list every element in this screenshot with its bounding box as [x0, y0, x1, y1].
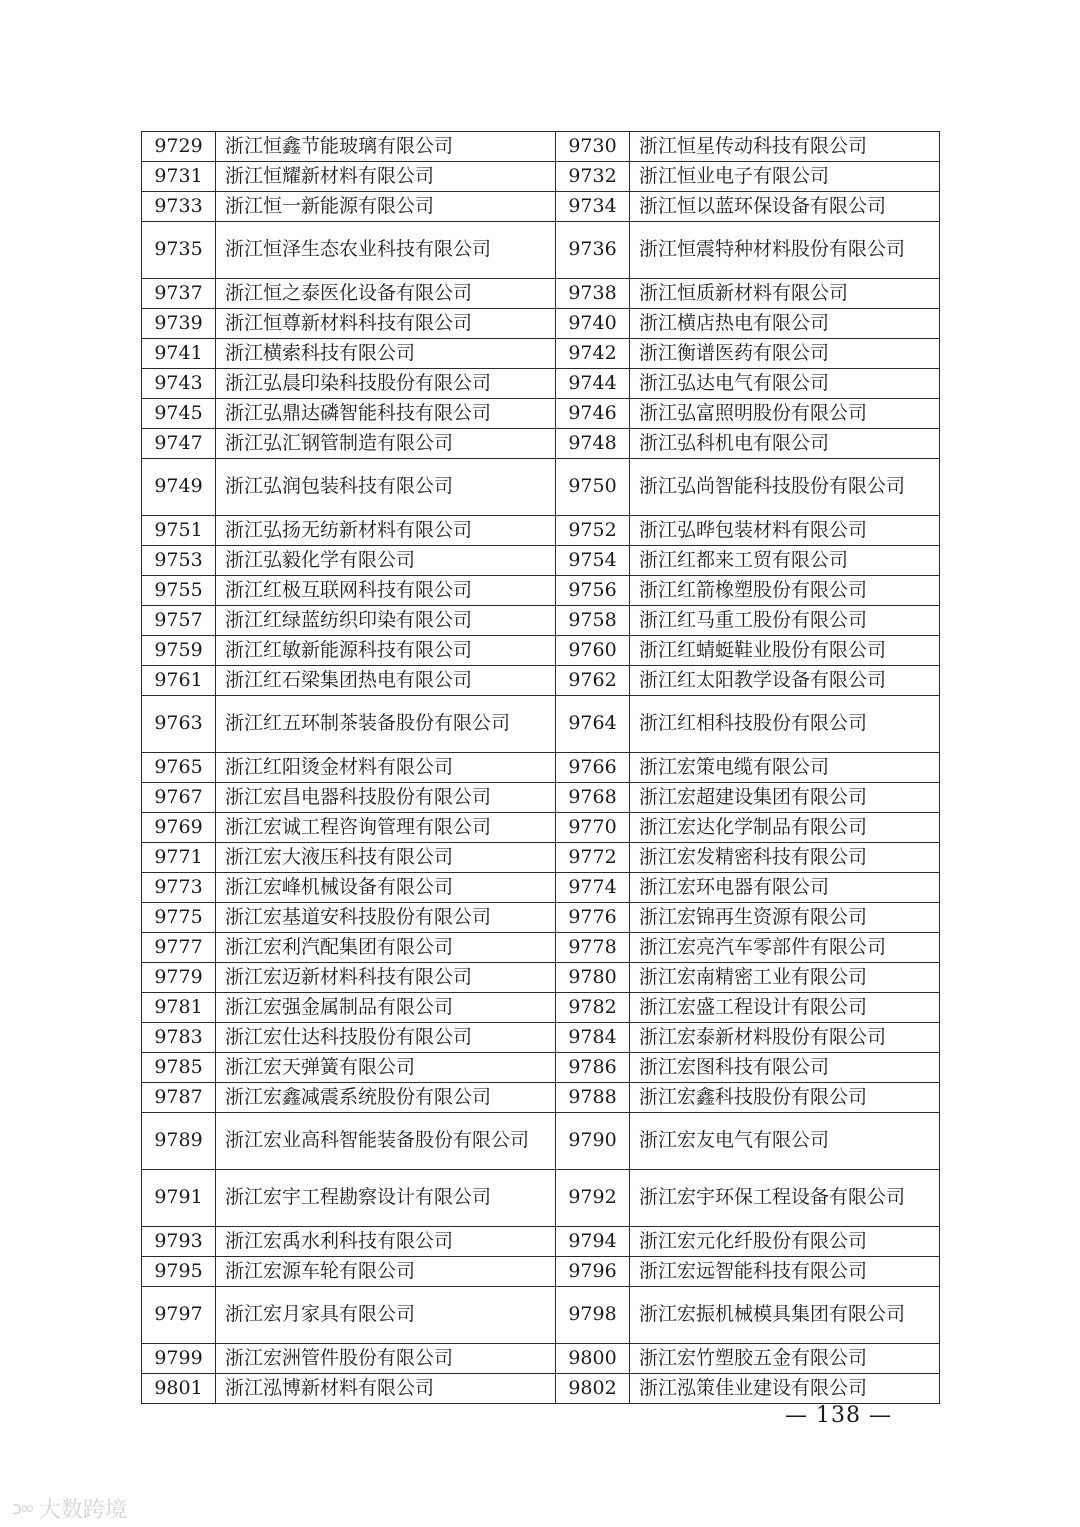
company-name: 浙江红都来工贸有限公司: [630, 546, 940, 576]
company-name: 浙江宏月家具有限公司: [216, 1287, 556, 1344]
table-row: [142, 429, 940, 459]
entry-number: 9732: [556, 162, 630, 192]
company-name: 浙江恒一新能源有限公司: [216, 192, 556, 222]
entry-number: 9797: [142, 1287, 216, 1344]
entry-number: 9746: [556, 399, 630, 429]
company-name: 浙江弘达电气有限公司: [630, 369, 940, 399]
entry-number: 9756: [556, 576, 630, 606]
entry-number: 9787: [142, 1083, 216, 1113]
company-name: 浙江宏泰新材料股份有限公司: [630, 1023, 940, 1053]
company-name: 浙江宏振机械模具集团有限公司: [630, 1287, 940, 1344]
table-row: [142, 1227, 940, 1257]
company-name: 浙江宏洲管件股份有限公司: [216, 1344, 556, 1374]
entry-number: 9733: [142, 192, 216, 222]
company-name: 浙江宏竹塑胶五金有限公司: [630, 1344, 940, 1374]
company-name: 浙江宏天弹簧有限公司: [216, 1053, 556, 1083]
entry-number: 9788: [556, 1083, 630, 1113]
entry-number: 9729: [142, 132, 216, 162]
entry-number: 9741: [142, 339, 216, 369]
company-name: 浙江宏亮汽车零部件有限公司: [630, 933, 940, 963]
entry-number: 9791: [142, 1170, 216, 1227]
company-name: 浙江泓博新材料有限公司: [216, 1374, 556, 1404]
table-row: [142, 753, 940, 783]
company-name: 浙江红石梁集团热电有限公司: [216, 666, 556, 696]
company-name: 浙江宏强金属制品有限公司: [216, 993, 556, 1023]
table-row: [142, 993, 940, 1023]
entry-number: 9752: [556, 516, 630, 546]
table-row: [142, 279, 940, 309]
company-list-table: [141, 131, 940, 1404]
company-name: 浙江弘晨印染科技股份有限公司: [216, 369, 556, 399]
entry-number: 9761: [142, 666, 216, 696]
table-row: [142, 1083, 940, 1113]
page-number: — 138 —: [785, 1403, 892, 1428]
entry-number: 9779: [142, 963, 216, 993]
company-name: 浙江恒尊新材料科技有限公司: [216, 309, 556, 339]
company-name: 浙江弘润包装科技有限公司: [216, 459, 556, 516]
entry-number: 9739: [142, 309, 216, 339]
company-name: 浙江恒以蓝环保设备有限公司: [630, 192, 940, 222]
entry-number: 9782: [556, 993, 630, 1023]
company-name: 浙江宏南精密工业有限公司: [630, 963, 940, 993]
company-name: 浙江宏峰机械设备有限公司: [216, 873, 556, 903]
entry-number: 9771: [142, 843, 216, 873]
table-row: [142, 1023, 940, 1053]
company-name: 浙江宏昌电器科技股份有限公司: [216, 783, 556, 813]
entry-number: 9768: [556, 783, 630, 813]
entry-number: 9767: [142, 783, 216, 813]
company-name: 浙江红敏新能源科技有限公司: [216, 636, 556, 666]
company-name: 浙江宏策电缆有限公司: [630, 753, 940, 783]
table-row: [142, 813, 940, 843]
company-name: 浙江宏发精密科技有限公司: [630, 843, 940, 873]
entry-number: 9751: [142, 516, 216, 546]
table-row: [142, 1053, 940, 1083]
entry-number: 9744: [556, 369, 630, 399]
entry-number: 9800: [556, 1344, 630, 1374]
table-row: [142, 309, 940, 339]
entry-number: 9769: [142, 813, 216, 843]
entry-number: 9750: [556, 459, 630, 516]
table-row: [142, 666, 940, 696]
company-name: 浙江宏环电器有限公司: [630, 873, 940, 903]
company-name: 浙江宏鑫科技股份有限公司: [630, 1083, 940, 1113]
company-name: 浙江宏达化学制品有限公司: [630, 813, 940, 843]
entry-number: 9757: [142, 606, 216, 636]
entry-number: 9759: [142, 636, 216, 666]
table-row: [142, 1374, 940, 1404]
company-name: 浙江横店热电有限公司: [630, 309, 940, 339]
company-name: 浙江恒业电子有限公司: [630, 162, 940, 192]
table-row: [142, 339, 940, 369]
company-name: 浙江弘尚智能科技股份有限公司: [630, 459, 940, 516]
entry-number: 9748: [556, 429, 630, 459]
entry-number: 9781: [142, 993, 216, 1023]
company-name: 浙江弘富照明股份有限公司: [630, 399, 940, 429]
entry-number: 9766: [556, 753, 630, 783]
company-name: 浙江红马重工股份有限公司: [630, 606, 940, 636]
entry-number: 9795: [142, 1257, 216, 1287]
company-name: 浙江宏鑫减震系统股份有限公司: [216, 1083, 556, 1113]
entry-number: 9749: [142, 459, 216, 516]
entry-number: 9730: [556, 132, 630, 162]
company-name: 浙江恒震特种材料股份有限公司: [630, 222, 940, 279]
company-name: 浙江红相科技股份有限公司: [630, 696, 940, 753]
entry-number: 9770: [556, 813, 630, 843]
company-name: 浙江宏友电气有限公司: [630, 1113, 940, 1170]
entry-number: 9790: [556, 1113, 630, 1170]
company-name: 浙江宏宇环保工程设备有限公司: [630, 1170, 940, 1227]
company-name: 浙江红极互联网科技有限公司: [216, 576, 556, 606]
entry-number: 9783: [142, 1023, 216, 1053]
entry-number: 9777: [142, 933, 216, 963]
company-name: 浙江红绿蓝纺织印染有限公司: [216, 606, 556, 636]
table-row: [142, 843, 940, 873]
entry-number: 9738: [556, 279, 630, 309]
company-name: 浙江恒鑫节能玻璃有限公司: [216, 132, 556, 162]
entry-number: 9786: [556, 1053, 630, 1083]
entry-number: 9731: [142, 162, 216, 192]
entry-number: 9802: [556, 1374, 630, 1404]
entry-number: 9794: [556, 1227, 630, 1257]
table-row: [142, 1170, 940, 1227]
company-name: 浙江弘科机电有限公司: [630, 429, 940, 459]
table-row: [142, 873, 940, 903]
company-name: 浙江宏超建设集团有限公司: [630, 783, 940, 813]
company-name: 浙江宏图科技有限公司: [630, 1053, 940, 1083]
company-name: 浙江红阳烫金材料有限公司: [216, 753, 556, 783]
entry-number: 9780: [556, 963, 630, 993]
company-name: 浙江弘扬无纺新材料有限公司: [216, 516, 556, 546]
table-row: [142, 636, 940, 666]
table-row: [142, 1113, 940, 1170]
company-name: 浙江横索科技有限公司: [216, 339, 556, 369]
table-row: [142, 1257, 940, 1287]
company-name: 浙江恒泽生态农业科技有限公司: [216, 222, 556, 279]
entry-number: 9736: [556, 222, 630, 279]
entry-number: 9785: [142, 1053, 216, 1083]
company-name: 浙江恒耀新材料有限公司: [216, 162, 556, 192]
company-name: 浙江衡谱医药有限公司: [630, 339, 940, 369]
company-name: 浙江宏源车轮有限公司: [216, 1257, 556, 1287]
entry-number: 9755: [142, 576, 216, 606]
entry-number: 9745: [142, 399, 216, 429]
entry-number: 9773: [142, 873, 216, 903]
entry-number: 9776: [556, 903, 630, 933]
watermark: [12, 1493, 127, 1524]
company-list-body: [142, 132, 940, 1404]
entry-number: 9792: [556, 1170, 630, 1227]
entry-number: 9801: [142, 1374, 216, 1404]
table-row: [142, 963, 940, 993]
company-name: 浙江宏业高科智能装备股份有限公司: [216, 1113, 556, 1170]
table-row: [142, 783, 940, 813]
company-name: 浙江宏基道安科技股份有限公司: [216, 903, 556, 933]
table-row: [142, 516, 940, 546]
company-name: 浙江宏仕达科技股份有限公司: [216, 1023, 556, 1053]
entry-number: 9734: [556, 192, 630, 222]
watermark-text: 大数跨境: [38, 1498, 127, 1523]
table-row: [142, 369, 940, 399]
entry-number: 9793: [142, 1227, 216, 1257]
entry-number: 9764: [556, 696, 630, 753]
company-name: 浙江宏利汽配集团有限公司: [216, 933, 556, 963]
entry-number: 9763: [142, 696, 216, 753]
table-row: [142, 903, 940, 933]
company-name: 浙江弘晔包装材料有限公司: [630, 516, 940, 546]
company-name: 浙江红箭橡塑股份有限公司: [630, 576, 940, 606]
company-name: 浙江泓策佳业建设有限公司: [630, 1374, 940, 1404]
entry-number: 9760: [556, 636, 630, 666]
table-row: [142, 576, 940, 606]
table-row: [142, 696, 940, 753]
company-name: 浙江红蜻蜓鞋业股份有限公司: [630, 636, 940, 666]
company-name: 浙江弘汇钢管制造有限公司: [216, 429, 556, 459]
entry-number: 9799: [142, 1344, 216, 1374]
company-name: 浙江宏迈新材料科技有限公司: [216, 963, 556, 993]
company-name: 浙江宏锦再生资源有限公司: [630, 903, 940, 933]
entry-number: 9754: [556, 546, 630, 576]
table-row: [142, 1344, 940, 1374]
company-name: 浙江宏大液压科技有限公司: [216, 843, 556, 873]
company-name: 浙江弘毅化学有限公司: [216, 546, 556, 576]
entry-number: 9742: [556, 339, 630, 369]
company-name: 浙江弘鼎达磷智能科技有限公司: [216, 399, 556, 429]
company-name: 浙江宏禹水利科技有限公司: [216, 1227, 556, 1257]
table-row: [142, 606, 940, 636]
company-name: 浙江宏远智能科技有限公司: [630, 1257, 940, 1287]
company-name: 浙江恒之泰医化设备有限公司: [216, 279, 556, 309]
table-row: [142, 933, 940, 963]
entry-number: 9784: [556, 1023, 630, 1053]
table-row: [142, 222, 940, 279]
table-row: [142, 162, 940, 192]
company-name: 浙江恒质新材料有限公司: [630, 279, 940, 309]
entry-number: 9762: [556, 666, 630, 696]
entry-number: 9798: [556, 1287, 630, 1344]
table-row: [142, 546, 940, 576]
entry-number: 9796: [556, 1257, 630, 1287]
company-name: 浙江红太阳教学设备有限公司: [630, 666, 940, 696]
table-row: [142, 399, 940, 429]
company-name: 浙江恒星传动科技有限公司: [630, 132, 940, 162]
entry-number: 9743: [142, 369, 216, 399]
entry-number: 9737: [142, 279, 216, 309]
entry-number: 9747: [142, 429, 216, 459]
entry-number: 9778: [556, 933, 630, 963]
entry-number: 9758: [556, 606, 630, 636]
company-name: 浙江红五环制茶装备股份有限公司: [216, 696, 556, 753]
company-name: 浙江宏元化纤股份有限公司: [630, 1227, 940, 1257]
table-row: [142, 132, 940, 162]
company-name: 浙江宏盛工程设计有限公司: [630, 993, 940, 1023]
watermark-logo-icon: ↄ∞: [12, 1498, 33, 1519]
entry-number: 9740: [556, 309, 630, 339]
company-name: 浙江宏宇工程勘察设计有限公司: [216, 1170, 556, 1227]
table-row: [142, 459, 940, 516]
entry-number: 9772: [556, 843, 630, 873]
entry-number: 9789: [142, 1113, 216, 1170]
table-row: [142, 192, 940, 222]
company-name: 浙江宏诚工程咨询管理有限公司: [216, 813, 556, 843]
entry-number: 9775: [142, 903, 216, 933]
entry-number: 9753: [142, 546, 216, 576]
entry-number: 9735: [142, 222, 216, 279]
entry-number: 9765: [142, 753, 216, 783]
entry-number: 9774: [556, 873, 630, 903]
table-row: [142, 1287, 940, 1344]
